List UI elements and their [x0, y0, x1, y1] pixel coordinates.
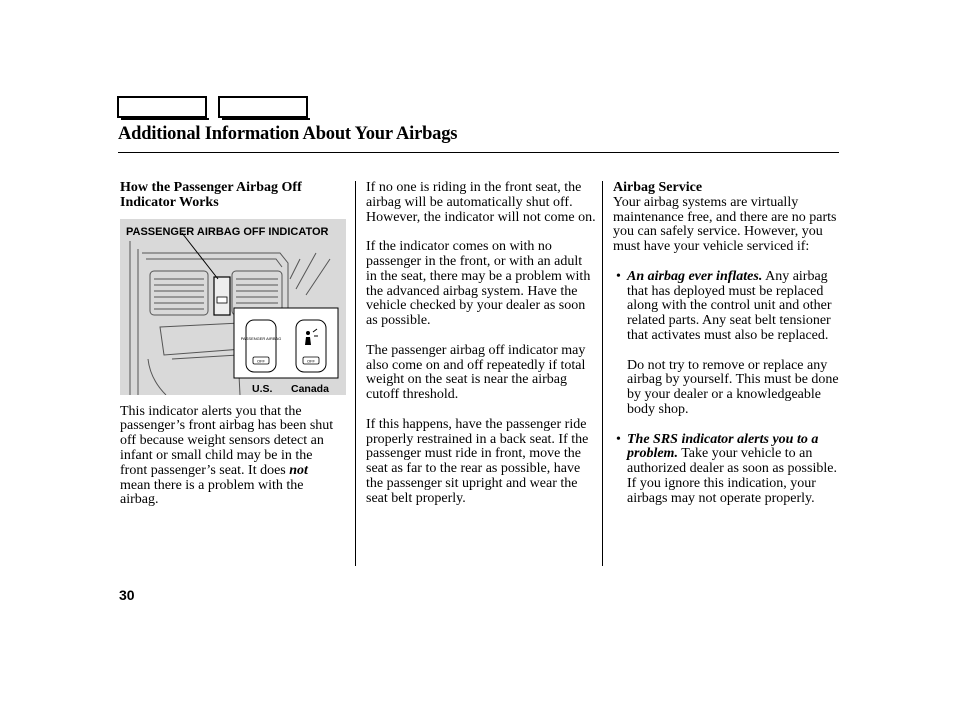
page-number: 30	[119, 587, 135, 603]
bullet-airbag-inflates	[613, 270, 839, 418]
section-heading-indicator: How the Passenger Airbag Off Indicator Works	[120, 180, 302, 210]
paragraph-no-rider: If no one is riding in the front seat, the airbag will be automatically shut off. However, the indicator will not come on.	[366, 180, 596, 225]
title-rule	[118, 152, 839, 153]
emphasis-not: not	[289, 462, 308, 478]
inset-us-panel-text: PASSENGER AIRBAG	[240, 335, 282, 341]
dashboard-illustration	[120, 219, 346, 395]
column-3	[613, 181, 839, 507]
column-2	[366, 181, 596, 507]
inset-us-off-text: OFF	[257, 358, 265, 364]
indicator-text-a: This indicator alerts you that the passenger’s front airbag has been shut off because weight sensors detect an infant or small child may be in the front passenger’s seat. It does	[120, 403, 334, 478]
figure-caption-canada: Canada	[291, 382, 329, 395]
section-heading-service: Airbag Service	[613, 180, 703, 195]
section-tab-box-2	[218, 96, 308, 118]
service-intro: Your airbag systems are virtually maintenance free, and there are no parts you can safely service. However, you must have your vehicle serviced if:	[613, 194, 837, 255]
indicator-description	[120, 405, 340, 509]
bullet-extra-do-not: Do not try to remove or replace any airbag by yourself. This must be done by your dealer or a knowledgeable body shop.	[627, 357, 839, 417]
column-divider-2	[602, 181, 603, 566]
bullet-text-inflates: Any airbag that has deployed must be replaced along with the control unit and other related parts. Any seat belt tensioner that activates must also be replaced.	[627, 268, 832, 343]
column-divider-1	[355, 181, 356, 566]
bullet-dot: •	[616, 268, 621, 284]
bullet-text-srs: Take your vehicle to an authorized dealer as soon as possible. If you ignore this indication, your airbags may not operate properly.	[627, 446, 837, 506]
indicator-text-b: mean there is a problem with the airbag.	[120, 477, 304, 508]
paragraph-threshold: The passenger airbag off indicator may also come on and off repeatedly if total weight on the seat is near the airbag cutoff threshold.	[366, 342, 586, 403]
airbag-indicator-figure	[120, 219, 346, 395]
bullet-dot: •	[616, 431, 621, 447]
column-1	[120, 181, 340, 508]
section-tab-box-1	[117, 96, 207, 118]
inset-canada-off-text: OFF	[307, 358, 315, 364]
paragraph-indicator-on: If the indicator comes on with no passenger in the front, or with an adult in the seat, there may be a problem with the advanced airbag system. Have the vehicle checked by your dealer as soon as possible.	[366, 239, 591, 329]
figure-label: PASSENGER AIRBAG OFF INDICATOR	[126, 225, 329, 238]
paragraph-if-happens: If this happens, have the passenger ride properly restrained in a back seat. If the passenger must ride in front, move the seat as far to the rear as possible, have the passenger sit upright and wear the seat belt properly.	[366, 416, 589, 506]
page-title: Additional Information About Your Airbags	[118, 124, 458, 144]
bullet-lead-inflates: An airbag ever inflates.	[627, 268, 763, 284]
bullet-srs-indicator	[613, 433, 839, 507]
figure-caption-us: U.S.	[252, 382, 273, 395]
bullet-lead-srs: The SRS indicator alerts you to a problem.	[627, 431, 819, 462]
